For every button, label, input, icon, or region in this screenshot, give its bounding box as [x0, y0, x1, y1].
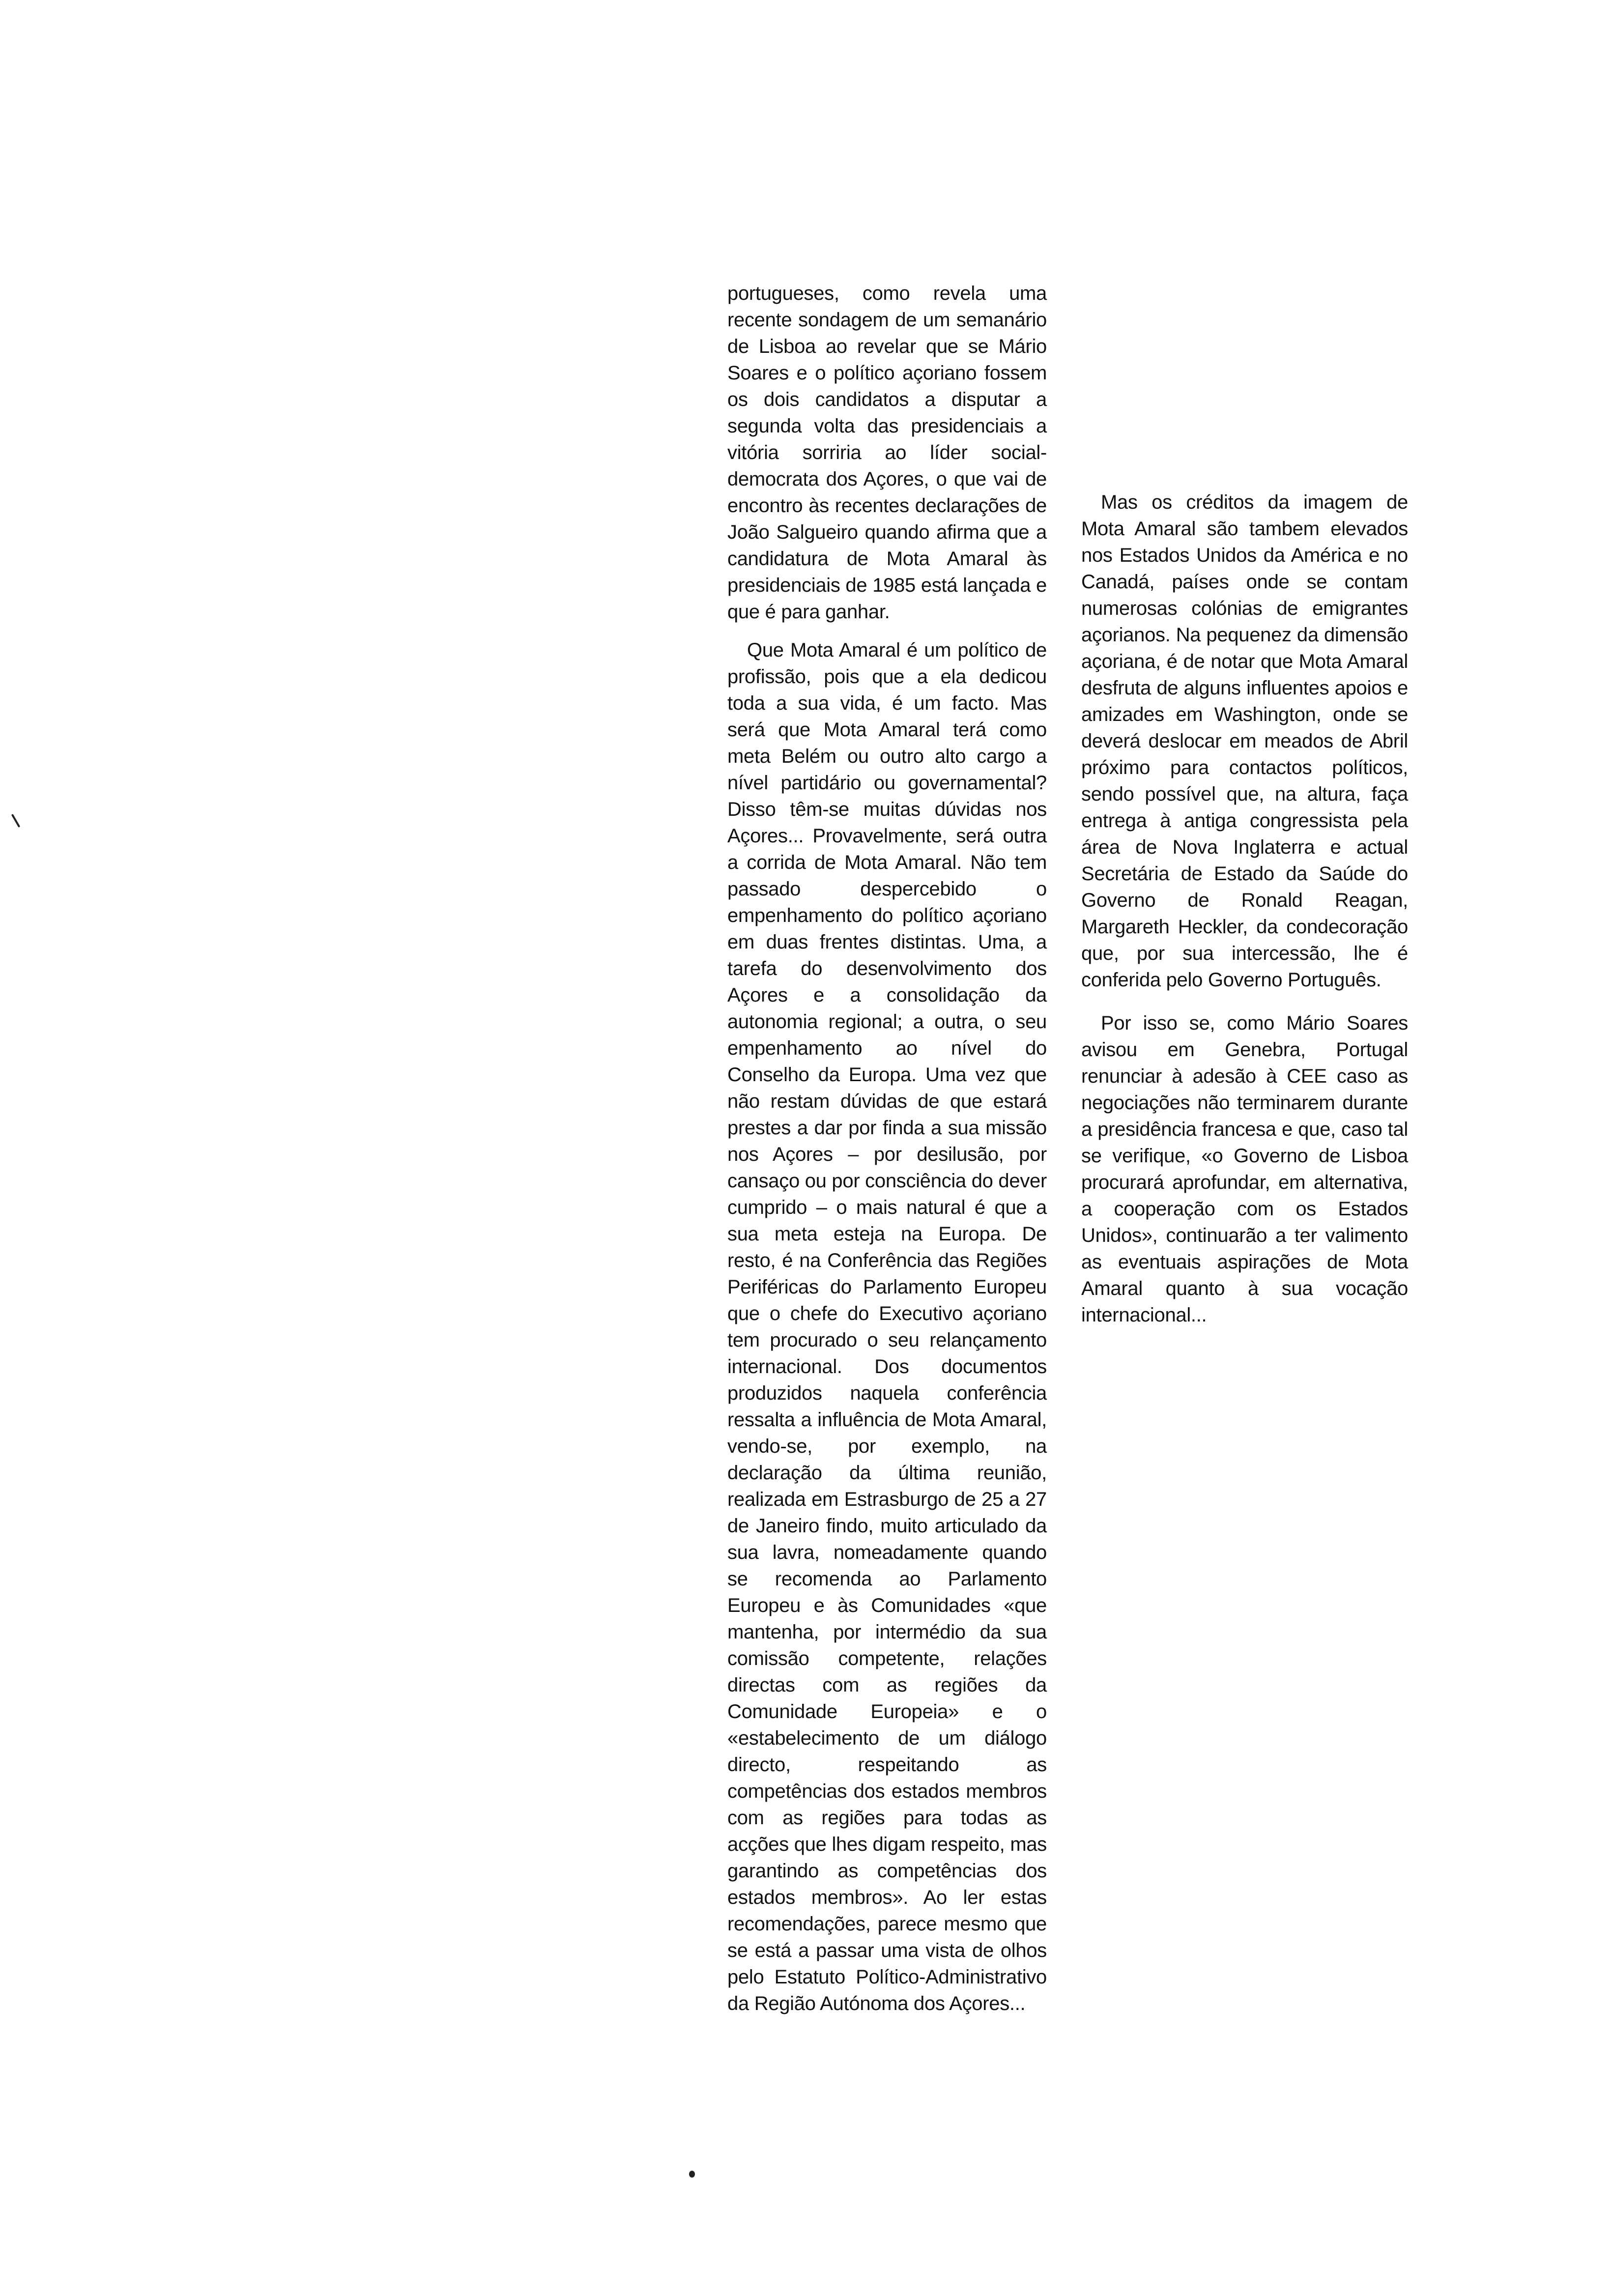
scan-speck — [11, 814, 20, 828]
scan-speck — [689, 2171, 695, 2178]
article-right-column — [1081, 489, 1408, 1328]
article-left-column — [727, 280, 1047, 2017]
article-paragraph: Por isso se, como Mário Soares avisou em Genebra, Portugal renunciar à adesão à CEE caso as negociações não terminarem durante a presidência francesa e que, caso tal se verifique, «o Governo de Lisboa procurará aprofundar, em alternativa, a cooperação com os Estados Unidos», continuarão a ter valimento as eventuais aspirações de Mota Amaral quanto à sua vocação internacional... — [1081, 1012, 1408, 1326]
article-paragraph: portugueses, como revela uma recente sondagem de um semanário de Lisboa ao revelar que se Mário Soares e o político açoriano fossem os dois candidatos a disputar a segunda volta das presidenciais a vitória sorriria ao líder social-democrata dos Açores, o que vai de encontro às recentes declarações de João Salgueiro quando afirma que a candidatura de Mota Amaral às presidenciais de 1985 está lançada e que é para ganhar. — [727, 283, 1047, 623]
article-paragraph: Mas os créditos da imagem de Mota Amaral são tambem elevados nos Estados Unidos da América e no Canadá, países onde se contam numerosas colónias de emigrantes açorianos. Na pequenez da dimensão açoriana, é de notar que Mota Amaral desfruta de alguns influentes apoios e amizades em Washington, onde se deverá deslocar em meados de Abril próximo para contactos políticos, sendo possível que, na altura, faça entrega à antiga congressista pela área de Nova Inglaterra e actual Secretária de Estado da Saúde do Governo de Ronald Reagan, Margareth Heckler, da condecoração que, por sua intercessão, lhe é conferida pelo Governo Português. — [1081, 491, 1408, 991]
article-paragraph: Que Mota Amaral é um político de profissão, pois que a ela dedicou toda a sua vida, é um facto. Mas será que Mota Amaral terá como meta Belém ou outro alto cargo a nível partidário ou governamental? Disso têm-se muitas dúvidas nos Açores... Provavelmente, será outra a corrida de Mota Amaral. Não tem passado despercebido o empenhamento do político açoriano em duas frentes distintas. Uma, a tarefa do desenvolvimento dos Açores e a consolidação da autonomia regional; a outra, o seu empenhamento ao nível do Conselho da Europa. Uma vez que não restam dúvidas de que estará prestes a dar por finda a sua missão nos Açores – por desilusão, por cansaço ou por consciência do dever cumprido – o mais natural é que a sua meta esteja na Europa. De resto, é na Conferência das Regiões Periféricas do Parlamento Europeu que o chefe do Executivo açoriano tem procurado o seu relançamento internacional. Dos documentos produzidos naquela conferência ressalta a influência de Mota Amaral, vendo-se, por exemplo, na declaração da última reunião, realizada em Estrasburgo de 25 a 27 de Janeiro findo, muito articulado da sua lavra, nomeadamente quando se recomenda ao Parlamento Europeu e às Comunidades «que mantenha, por intermédio da sua comissão competente, relações directas com as regiões da Comunidade Europeia» e o «estabelecimento de um diálogo directo, respeitando as competências dos estados membros com as regiões para todas as acções que lhes digam respeito, mas garantindo as competências dos estados membros». Ao ler estas recomendações, parece mesmo que se está a passar uma vista de olhos pelo Estatuto Político-Administrativo da Região Autónoma dos Açores... — [727, 639, 1047, 2014]
